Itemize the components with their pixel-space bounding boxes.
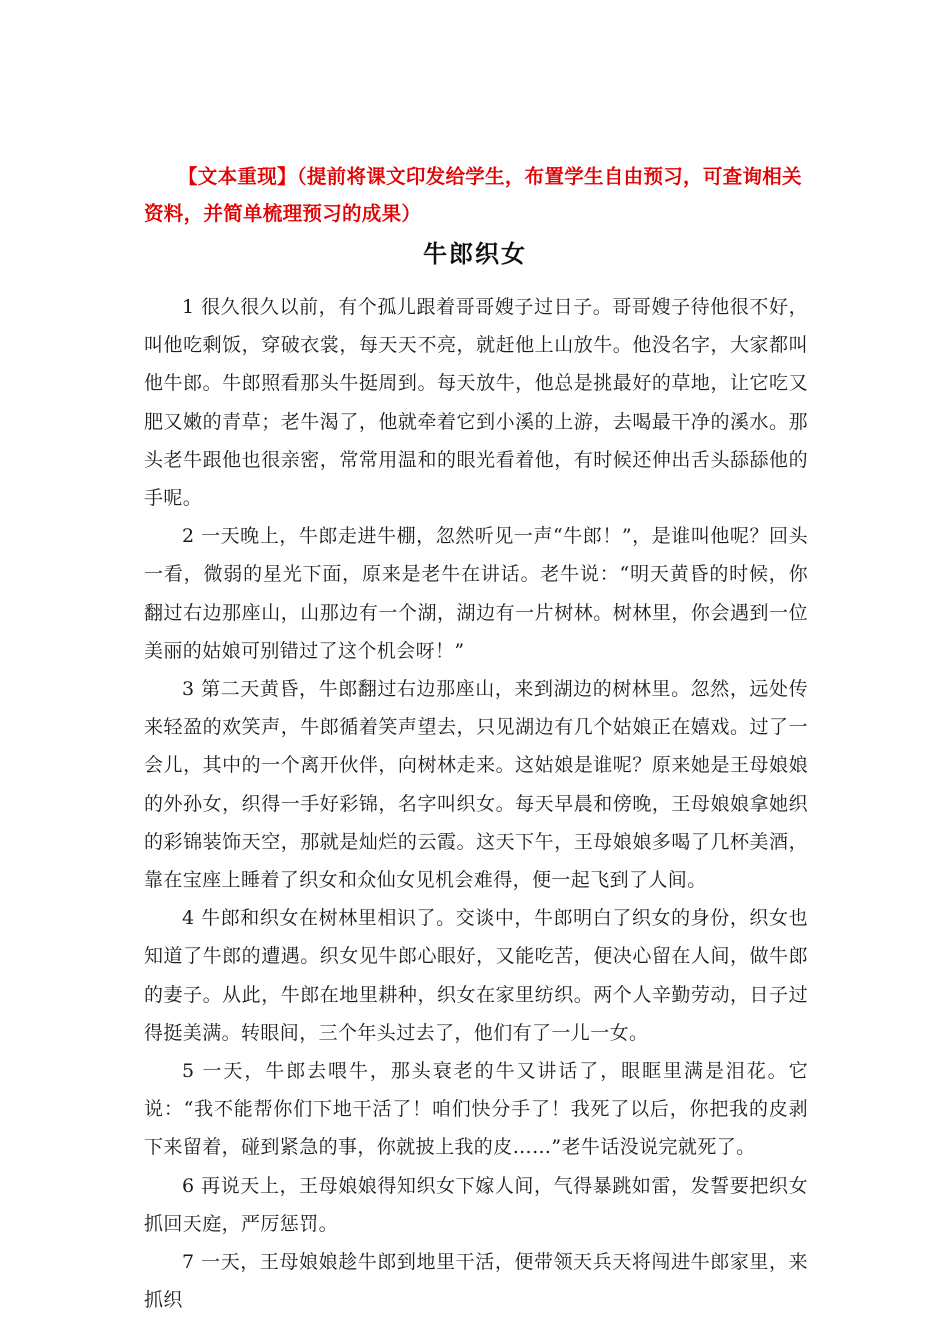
story-text [144,288,808,1319]
paragraph-7: 7 一天，王母娘娘趁牛郎到地里干活，便带领天兵天将闯进牛郎家里，来抓织 [144,1251,808,1312]
paragraph-5: 5 一天，牛郎去喂牛，那头衰老的牛又讲话了，眼眶里满是泪花。它说：“我不能帮你们下地干活了！咱们快分手了！我死了以后，你把我的皮剥下来留着，碰到紧急的事，你就披上我的皮……”老牛话没说完就死了。 [144,1060,808,1159]
page-title: 牛郎织女 [423,240,527,268]
paragraph-1: 1 很久很久以前，有个孤儿跟着哥哥嫂子过日子。哥哥嫂子待他很不好，叫他吃剩饭，穿破衣裳，每天天不亮，就赶他上山放牛。他没名字，大家都叫他牛郎。牛郎照看那头牛挺周到。每天放牛，他总是挑最好的草地，让它吃又肥又嫩的青草；老牛渴了，他就牵着它到小溪的上游，去喝最干净的溪水。那头老牛跟他也很亲密，常常用温和的眼光看着他，有时候还伸出舌头舔舔他的手呢。 [144,296,808,510]
teaching-note: 【文本重现】（提前将课文印发给学生，布置学生自由预习，可查询相关资料，并简单梳理预习的成果） [144,165,802,225]
paragraph-4: 4 牛郎和织女在树林里相识了。交谈中，牛郎明白了织女的身份，织女也知道了牛郎的遭遇。织女见牛郎心眼好，又能吃苦，便决心留在人间，做牛郎的妻子。从此，牛郎在地里耕种，织女在家里纺织。两个人辛勤劳动，日子过得挺美满。转眼间，三个年头过去了，他们有了一儿一女。 [144,907,808,1044]
paragraph-2: 2 一天晚上，牛郎走进牛棚，忽然听见一声“牛郎！”，是谁叫他呢？回头一看，微弱的星光下面，原来是老牛在讲话。老牛说：“明天黄昏的时候，你翻过右边那座山，山那边有一个湖，湖边有一片树林。树林里，你会遇到一位美丽的姑娘可别错过了这个机会呀！” [144,525,808,662]
paragraph-3: 3 第二天黄昏，牛郎翻过右边那座山，来到湖边的树林里。忽然，远处传来轻盈的欢笑声，牛郎循着笑声望去，只见湖边有几个姑娘正在嬉戏。过了一会儿，其中的一个离开伙伴，向树林走来。这姑娘是谁呢？原来她是王母娘娘的外孙女，织得一手好彩锦，名字叫织女。每天早晨和傍晚，王母娘娘拿她织的彩锦装饰天空，那就是灿烂的云霞。这天下午，王母娘娘多喝了几杯美酒，靠在宝座上睡着了织女和众仙女见机会难得，便一起飞到了人间。 [144,678,808,892]
paragraph-6: 6 再说天上，王母娘娘得知织女下嫁人间，气得暴跳如雷，发誓要把织女抓回天庭，严厉惩罚。 [144,1174,808,1235]
